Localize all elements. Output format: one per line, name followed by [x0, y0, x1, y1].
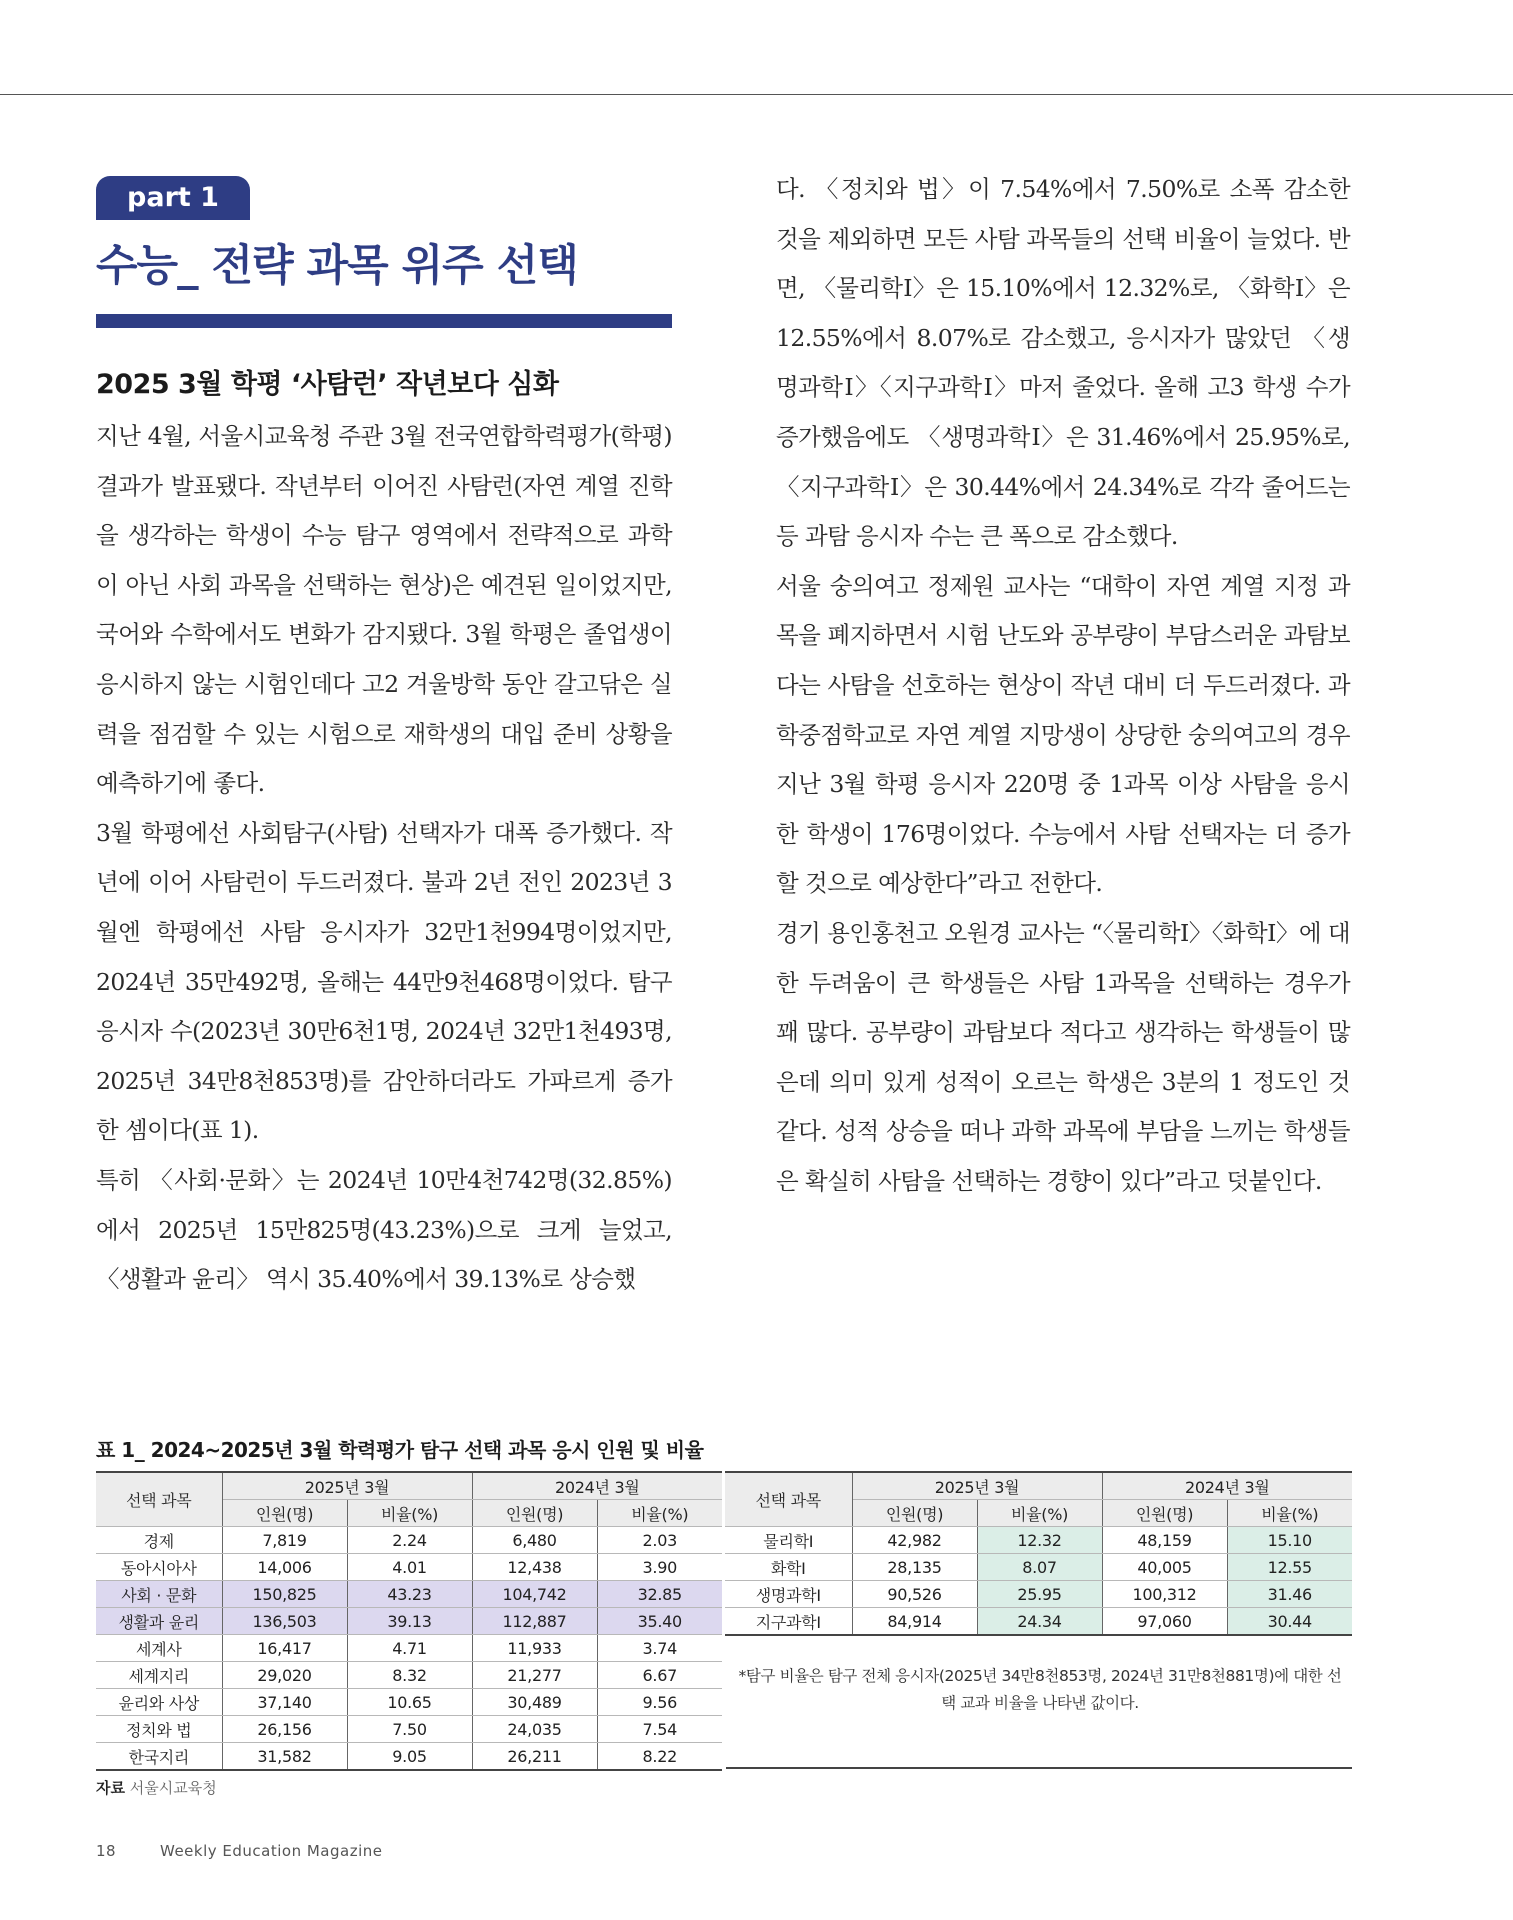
- source-label: 자료: [96, 1779, 125, 1797]
- table-row: [725, 1581, 1352, 1608]
- count-2024-cell: 104,742: [472, 1581, 597, 1608]
- subject-cell: 정치와 법: [96, 1716, 222, 1743]
- ratio-2024-cell: 15.10: [1227, 1527, 1352, 1554]
- subject-cell: 생활과 윤리: [96, 1608, 222, 1635]
- subject-cell: 윤리와 사상: [96, 1689, 222, 1716]
- count-2024-cell: 97,060: [1102, 1608, 1227, 1636]
- ratio-2024-cell: 32.85: [597, 1581, 722, 1608]
- ratio-2025-cell: 43.23: [347, 1581, 472, 1608]
- count-2024-cell: 21,277: [472, 1662, 597, 1689]
- table-source: [96, 1777, 217, 1798]
- subject-cell: 세계사: [96, 1635, 222, 1662]
- title-underline-bar: [96, 314, 672, 328]
- count-2025-cell: 136,503: [222, 1608, 347, 1635]
- subject-cell: 물리학Ⅰ: [725, 1527, 852, 1554]
- ratio-2024-cell: 31.46: [1227, 1581, 1352, 1608]
- subject-cell: 경제: [96, 1527, 222, 1554]
- ratio-2025-cell: 4.71: [347, 1635, 472, 1662]
- page-footer: [96, 1842, 382, 1860]
- ratio-header: 비율(%): [1227, 1500, 1352, 1527]
- subject-header: 선택 과목: [725, 1472, 852, 1527]
- count-2024-cell: 112,887: [472, 1608, 597, 1635]
- count-2024-cell: 12,438: [472, 1554, 597, 1581]
- subject-cell: 사회 · 문화: [96, 1581, 222, 1608]
- table-row: [725, 1527, 1352, 1554]
- ratio-2024-cell: 30.44: [1227, 1608, 1352, 1636]
- page-title: 수능_ 전략 과목 위주 선택: [96, 241, 578, 291]
- table-row: [725, 1554, 1352, 1581]
- count-2025-cell: 42,982: [852, 1527, 977, 1554]
- count-2025-cell: 84,914: [852, 1608, 977, 1636]
- ratio-2025-cell: 8.07: [977, 1554, 1102, 1581]
- ratio-2024-cell: 2.03: [597, 1527, 722, 1554]
- year-2025-header: 2025년 3월: [852, 1472, 1102, 1500]
- section-heading: 2025 3월 학평 ‘사탐런’ 작년보다 심화: [96, 369, 559, 400]
- table-row: [96, 1743, 722, 1771]
- ratio-2024-cell: 9.56: [597, 1689, 722, 1716]
- subject-cell: 한국지리: [96, 1743, 222, 1771]
- table-row: [96, 1527, 722, 1554]
- year-2025-header: 2025년 3월: [222, 1472, 472, 1500]
- ratio-2025-cell: 9.05: [347, 1743, 472, 1771]
- count-2024-cell: 11,933: [472, 1635, 597, 1662]
- subject-cell: 지구과학Ⅰ: [725, 1608, 852, 1636]
- ratio-2025-cell: 25.95: [977, 1581, 1102, 1608]
- count-2024-cell: 26,211: [472, 1743, 597, 1771]
- ratio-2024-cell: 8.22: [597, 1743, 722, 1771]
- ratio-header: 비율(%): [977, 1500, 1102, 1527]
- science-table: [725, 1471, 1352, 1636]
- magazine-name: Weekly Education Magazine: [160, 1842, 383, 1860]
- table-row: [96, 1635, 722, 1662]
- year-2024-header: 2024년 3월: [472, 1472, 722, 1500]
- table-row: [725, 1608, 1352, 1636]
- subject-header: 선택 과목: [96, 1472, 222, 1527]
- subject-cell: 세계지리: [96, 1662, 222, 1689]
- paragraph: 경기 용인홍천고 오원경 교사는 “〈물리학Ⅰ〉〈화학Ⅰ〉에 대한 두려움이 큰 학생들은 사탐 1과목을 선택하는 경우가 꽤 많다. 공부량이 과탐보다 적다고 생각하는 학생들이 많은데 의미 있게 성적이 오르는 학생은 3분의 1 정도인 것 같다. 성적 상승을 떠나 과학 과목에 부담을 느끼는 학생들은 확실히 사탐을 선택하는 경향이 있다”라고 덧붙인다.: [776, 918, 1350, 1195]
- ratio-2024-cell: 12.55: [1227, 1554, 1352, 1581]
- count-2025-cell: 150,825: [222, 1581, 347, 1608]
- paragraph: 지난 4월, 서울시교육청 주관 3월 전국연합학력평가(학평) 결과가 발표됐다. 작년부터 이어진 사탐런(자연 계열 진학을 생각하는 학생이 수능 탐구 영역에서 전략적으로 과학이 아닌 사회 과목을 선택하는 현상)은 예견된 일이었지만, 국어와 수학에서도 변화가 감지됐다. 3월 학평은 졸업생이 응시하지 않는 시험인데다 고2 겨울방학 동안 갈고닦은 실력을 점검할 수 있는 시험으로 재학생의 대입 준비 상황을 예측하기에 좋다.: [96, 422, 672, 798]
- subject-cell: 생명과학Ⅰ: [725, 1581, 852, 1608]
- article-column-left: [96, 412, 672, 1305]
- table-note: *탐구 비율은 탐구 전체 응시자(2025년 34만8천853명, 2024년 31만8천881명)에 대한 선택 교과 비율을 나타낸 값이다.: [738, 1667, 1342, 1712]
- page-number: 18: [96, 1842, 117, 1860]
- paragraph: 서울 숭의여고 정제원 교사는 “대학이 자연 계열 지정 과목을 폐지하면서 시험 난도와 공부량이 부담스러운 과탐보다는 사탐을 선호하는 현상이 작년 대비 더 두드러졌다. 과학중점학교로 자연 계열 지망생이 상당한 숭의여고의 경우 지난 3월 학평 응시자 220명 중 1과목 이상 사탐을 응시한 학생이 176명이었다. 수능에서 사탐 선택자는 더 증가할 것으로 예상한다”라고 전한다.: [776, 571, 1350, 898]
- ratio-2024-cell: 6.67: [597, 1662, 722, 1689]
- ratio-2025-cell: 7.50: [347, 1716, 472, 1743]
- count-2024-cell: 100,312: [1102, 1581, 1227, 1608]
- article-column-right: [776, 165, 1350, 1206]
- count-2024-cell: 24,035: [472, 1716, 597, 1743]
- ratio-2024-cell: 35.40: [597, 1608, 722, 1635]
- year-2024-header: 2024년 3월: [1102, 1472, 1352, 1500]
- paragraph: 다. 〈정치와 법〉이 7.54%에서 7.50%로 소폭 감소한 것을 제외하면 모든 사탐 과목들의 선택 비율이 늘었다. 반면, 〈물리학Ⅰ〉은 15.10%에서 12.32%로, 〈화학Ⅰ〉은 12.55%에서 8.07%로 감소했고, 응시자가 많았던 〈생명과학Ⅰ〉〈지구과학Ⅰ〉마저 줄었다. 올해 고3 학생 수가 증가했음에도 〈생명과학Ⅰ〉은 31.46%에서 25.95%로, 〈지구과학Ⅰ〉은 30.44%에서 24.34%로 각각 줄어드는 등 과탐 응시자 수는 큰 폭으로 감소했다.: [776, 175, 1350, 551]
- count-2025-cell: 28,135: [852, 1554, 977, 1581]
- count-2025-cell: 16,417: [222, 1635, 347, 1662]
- count-2025-cell: 14,006: [222, 1554, 347, 1581]
- paragraph: 특히 〈사회·문화〉는 2024년 10만4천742명(32.85%)에서 2025년 15만825명(43.23%)으로 크게 늘었고, 〈생활과 윤리〉 역시 35.40%에서 39.13%로 상승했: [96, 1165, 672, 1294]
- count-2025-cell: 90,526: [852, 1581, 977, 1608]
- count-2024-cell: 48,159: [1102, 1527, 1227, 1554]
- count-2025-cell: 37,140: [222, 1689, 347, 1716]
- ratio-header: 비율(%): [347, 1500, 472, 1527]
- ratio-2024-cell: 3.74: [597, 1635, 722, 1662]
- paragraph: 3월 학평에선 사회탐구(사탐) 선택자가 대폭 증가했다. 작년에 이어 사탐런이 두드러졌다. 불과 2년 전인 2023년 3월엔 학평에선 사탐 응시자가 32만1천994명이었지만, 2024년 35만492명, 올해는 44만9천468명이었다. 탐구 응시자 수(2023년 30만6천1명, 2024년 32만1천493명, 2025년 34만8천853명)를 감안하더라도 가파르게 증가한 셈이다(표 1).: [96, 818, 672, 1145]
- count-2024-cell: 40,005: [1102, 1554, 1227, 1581]
- table-row: [96, 1581, 722, 1608]
- social-studies-table: [96, 1471, 722, 1771]
- table-row: [96, 1608, 722, 1635]
- table-row: [96, 1689, 722, 1716]
- table-row: [96, 1554, 722, 1581]
- ratio-2025-cell: 4.01: [347, 1554, 472, 1581]
- top-rule: [0, 94, 1513, 95]
- count-2025-cell: 7,819: [222, 1527, 347, 1554]
- ratio-2024-cell: 7.54: [597, 1716, 722, 1743]
- count-2024-cell: 6,480: [472, 1527, 597, 1554]
- count-header: 인원(명): [222, 1500, 347, 1527]
- ratio-2025-cell: 8.32: [347, 1662, 472, 1689]
- ratio-2025-cell: 12.32: [977, 1527, 1102, 1554]
- count-2024-cell: 30,489: [472, 1689, 597, 1716]
- count-header: 인원(명): [472, 1500, 597, 1527]
- table-row: [96, 1716, 722, 1743]
- subject-cell: 동아시아사: [96, 1554, 222, 1581]
- part-label: part 1: [96, 176, 250, 220]
- count-2025-cell: 29,020: [222, 1662, 347, 1689]
- count-2025-cell: 31,582: [222, 1743, 347, 1771]
- ratio-2024-cell: 3.90: [597, 1554, 722, 1581]
- ratio-2025-cell: 24.34: [977, 1608, 1102, 1636]
- ratio-header: 비율(%): [597, 1500, 722, 1527]
- subject-cell: 화학Ⅰ: [725, 1554, 852, 1581]
- count-header: 인원(명): [1102, 1500, 1227, 1527]
- ratio-2025-cell: 2.24: [347, 1527, 472, 1554]
- ratio-2025-cell: 39.13: [347, 1608, 472, 1635]
- source-value: 서울시교육청: [129, 1779, 217, 1797]
- count-2025-cell: 26,156: [222, 1716, 347, 1743]
- ratio-2025-cell: 10.65: [347, 1689, 472, 1716]
- count-header: 인원(명): [852, 1500, 977, 1527]
- table-row: [96, 1662, 722, 1689]
- table-caption: 표 1_ 2024~2025년 3월 학력평가 탐구 선택 과목 응시 인원 및 비율: [96, 1438, 704, 1462]
